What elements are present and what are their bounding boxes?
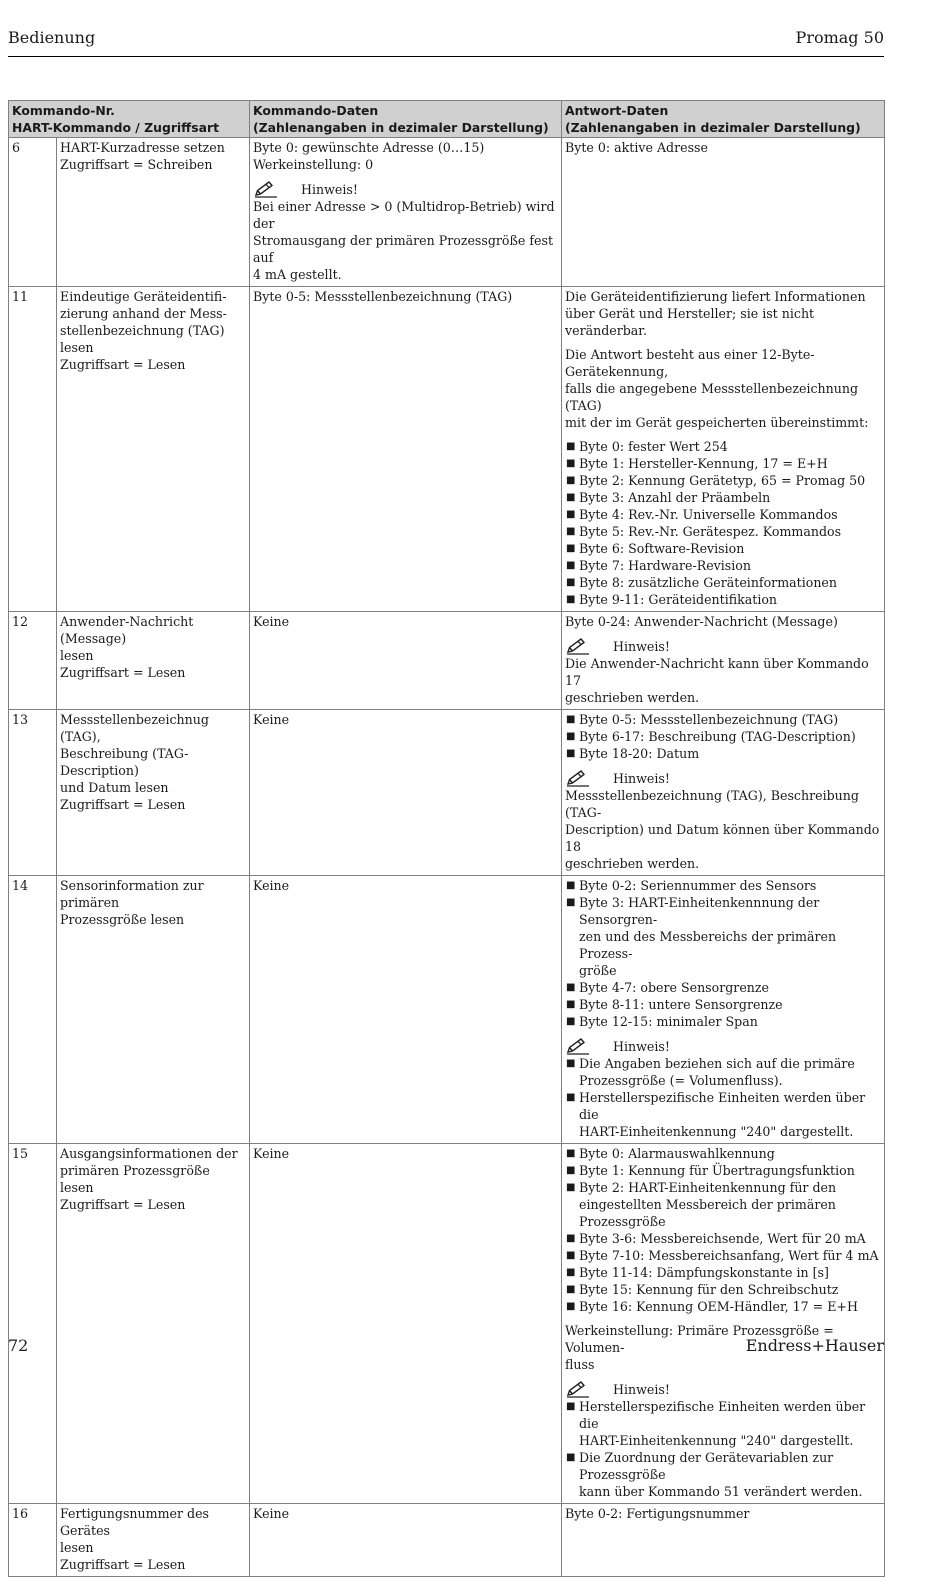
list-item: ■ Byte 0-5: Messstellenbezeichnung (TAG) <box>566 712 839 727</box>
text-line: Zugriffsart = Lesen <box>60 1557 186 1572</box>
text-line: 4 mA gestellt. <box>253 267 342 282</box>
column-header-line: Antwort-Daten <box>565 103 669 118</box>
command-number: 11 <box>9 287 57 612</box>
list-item: ■ Byte 3-6: Messbereichsende, Wert für 20 mA <box>566 1231 866 1246</box>
text-line: Zugriffsart = Schreiben <box>60 157 213 172</box>
pencil-icon <box>565 1380 591 1398</box>
table-row <box>9 710 885 876</box>
command-data: Byte 0-5: Messstellenbezeichnung (TAG) <box>250 287 562 612</box>
column-header-line: HART-Kommando / Zugriffsart <box>12 120 219 135</box>
bullet-icon: ■ <box>566 475 576 486</box>
note-label: Hinweis! <box>613 639 670 654</box>
pencil-icon <box>565 1037 591 1055</box>
list-item: ■ Byte 5: Rev.-Nr. Gerätespez. Kommandos <box>566 524 842 539</box>
list-item: ■ Byte 1: Kennung für Übertragungsfunktion <box>566 1163 855 1178</box>
text-line: Sensorinformation zur primären <box>60 878 204 910</box>
response-data <box>562 287 885 612</box>
text-line: lesen <box>60 1540 94 1555</box>
header-section-title: Bedienung <box>8 28 96 47</box>
bullet-icon: ■ <box>566 509 576 520</box>
text-line: Messstellenbezeichnug (TAG), <box>60 712 209 744</box>
bullet-icon: ■ <box>566 1301 576 1312</box>
list-item: ■ Byte 6-17: Beschreibung (TAG-Description) <box>566 729 856 744</box>
bullet-icon: ■ <box>566 731 576 742</box>
list-item: ■ Byte 2: HART-Einheitenkennung für den eingestellten Messbereich der primären Prozessgröße <box>566 1180 837 1229</box>
table-row <box>9 876 885 1144</box>
bullet-icon: ■ <box>566 526 576 537</box>
list-item: ■ Herstellerspezifische Einheiten werden über die HART-Einheitenkennung "240" dargestellt. <box>566 1399 866 1448</box>
list-item: ■ Byte 15: Kennung für den Schreibschutz <box>566 1282 839 1297</box>
list-item: ■ Byte 7-10: Messbereichsanfang, Wert für 4 mA <box>566 1248 879 1263</box>
bullet-icon: ■ <box>566 1148 576 1159</box>
note-label: Hinweis! <box>613 1382 670 1397</box>
text-line: HART-Kurzadresse setzen <box>60 140 225 155</box>
text-line: Description) und Datum können über Kommando 18 <box>565 822 880 854</box>
list-item: ■ Byte 0-2: Seriennummer des Sensors <box>566 878 817 893</box>
bullet-icon: ■ <box>566 1267 576 1278</box>
list-item: ■ Byte 1: Hersteller-Kennung, 17 = E+H <box>566 456 828 471</box>
pencil-icon <box>565 637 591 655</box>
text-line: geschrieben werden. <box>565 690 700 705</box>
bullet-icon: ■ <box>566 441 576 452</box>
list-item: ■ Die Zuordnung der Gerätevariablen zur Prozessgröße kann über Kommando 51 verändert werden. <box>566 1450 863 1499</box>
list-item: ■ Byte 16: Kennung OEM-Händler, 17 = E+H <box>566 1299 858 1314</box>
text-line: Eindeutige Geräteidentifi- <box>60 289 227 304</box>
text-line: Die Geräteidentifizierung liefert Informationen <box>565 289 866 304</box>
bullet-icon: ■ <box>566 543 576 554</box>
response-data <box>562 612 885 710</box>
column-header-response-data <box>562 101 885 138</box>
text-line: mit der im Gerät gespeicherten übereinstimmt: <box>565 415 869 430</box>
text-line: Messstellenbezeichnung (TAG), Beschreibung (TAG- <box>565 788 859 820</box>
column-header-line: Kommando-Daten <box>253 103 379 118</box>
list-item: ■ Byte 18-20: Datum <box>566 746 700 761</box>
pencil-icon <box>253 180 279 198</box>
header-rule <box>8 56 884 57</box>
bullet-icon: ■ <box>566 492 576 503</box>
bullet-icon: ■ <box>566 897 576 908</box>
table-row <box>9 287 885 612</box>
paragraph <box>565 346 881 431</box>
list-item: ■ Byte 0: Alarmauswahlkennung <box>566 1146 775 1161</box>
text-line: Die Anwender-Nachricht kann über Kommando 17 <box>565 656 869 688</box>
note <box>565 1380 881 1500</box>
list-item: ■ Herstellerspezifische Einheiten werden über die HART-Einheitenkennung "240" dargestellt. <box>566 1090 866 1139</box>
bullet-icon: ■ <box>566 560 576 571</box>
text-line: Beschreibung (TAG-Description) <box>60 746 189 778</box>
text-line: geschrieben werden. <box>565 856 700 871</box>
text-line: Ausgangsinformationen der <box>60 1146 238 1161</box>
text-line: Zugriffsart = Lesen <box>60 665 186 680</box>
command-description <box>57 1504 250 1577</box>
response-data: Byte 0: aktive Adresse <box>562 138 885 287</box>
command-description <box>57 1144 250 1504</box>
note <box>565 637 881 706</box>
text-line: Werkeinstellung: 0 <box>253 157 374 172</box>
response-data <box>562 710 885 876</box>
text-line: Anwender-Nachricht (Message) <box>60 614 194 646</box>
text-line: Bei einer Adresse > 0 (Multidrop-Betrieb) wird der <box>253 199 555 231</box>
command-data: Keine <box>250 876 562 1144</box>
bullet-icon: ■ <box>566 880 576 891</box>
text-line: Byte 0: gewünschte Adresse (0…15) <box>253 140 485 155</box>
list-item: ■ Byte 0: fester Wert 254 <box>566 439 728 454</box>
command-data: Keine <box>250 1144 562 1504</box>
bullet-icon: ■ <box>566 982 576 993</box>
response-data: Byte 0-2: Fertigungsnummer <box>562 1504 885 1577</box>
response-data <box>562 876 885 1144</box>
table-header-row <box>9 101 885 138</box>
list-item: ■ Byte 9-11: Geräteidentifikation <box>566 592 778 607</box>
text-line: Zugriffsart = Lesen <box>60 1197 186 1212</box>
note-label: Hinweis! <box>301 182 358 197</box>
list-item: ■ Byte 8-11: untere Sensorgrenze <box>566 997 783 1012</box>
list-item: ■ Byte 4-7: obere Sensorgrenze <box>566 980 769 995</box>
list-item: ■ Die Angaben beziehen sich auf die primäre Prozessgröße (= Volumenfluss). <box>566 1056 855 1088</box>
text-line: Die Antwort besteht aus einer 12-Byte-Gerätekennung, <box>565 347 815 379</box>
list-item: ■ Byte 12-15: minimaler Span <box>566 1014 758 1029</box>
bullet-list <box>565 711 881 762</box>
column-header-command <box>9 101 250 138</box>
command-description <box>57 710 250 876</box>
command-data: Keine <box>250 1504 562 1577</box>
footer-brand: Endress+Hauser <box>745 1336 884 1355</box>
page-number: 72 <box>8 1336 29 1355</box>
command-number: 15 <box>9 1144 57 1504</box>
text-line: falls die angegebene Messstellenbezeichnung (TAG) <box>565 381 859 413</box>
command-data: Keine <box>250 710 562 876</box>
command-description <box>57 138 250 287</box>
table-row <box>9 1144 885 1504</box>
bullet-icon: ■ <box>566 1165 576 1176</box>
command-number: 6 <box>9 138 57 287</box>
bullet-icon: ■ <box>566 594 576 605</box>
list-item: ■ Byte 2: Kennung Gerätetyp, 65 = Promag 50 <box>566 473 866 488</box>
hart-command-table <box>8 100 885 1577</box>
bullet-icon: ■ <box>566 1182 576 1193</box>
text-line: Werkeinstellung: Primäre Prozessgröße = Volumen- <box>565 1323 834 1355</box>
paragraph <box>565 288 881 339</box>
text-line: stellenbezeichnung (TAG) lesen <box>60 323 225 355</box>
bullet-icon: ■ <box>566 1092 576 1103</box>
table-row <box>9 1504 885 1577</box>
bullet-icon: ■ <box>566 1233 576 1244</box>
response-data <box>562 1144 885 1504</box>
command-data <box>250 138 562 287</box>
list-item: ■ Byte 4: Rev.-Nr. Universelle Kommandos <box>566 507 838 522</box>
text-line: über Gerät und Hersteller; sie ist nicht veränderbar. <box>565 306 815 338</box>
text-line: Stromausgang der primären Prozessgröße fest auf <box>253 233 554 265</box>
bullet-list <box>565 1055 881 1140</box>
text-line: fluss <box>565 1357 595 1372</box>
bullet-list <box>565 877 881 1030</box>
bullet-list <box>565 1145 881 1315</box>
bullet-icon: ■ <box>566 1250 576 1261</box>
list-item: ■ Byte 7: Hardware-Revision <box>566 558 751 573</box>
note-label: Hinweis! <box>613 1039 670 1054</box>
note <box>565 769 881 872</box>
text-line: primären Prozessgröße lesen <box>60 1163 210 1195</box>
bullet-icon: ■ <box>566 999 576 1010</box>
bullet-list <box>565 438 881 608</box>
bullet-list <box>565 1398 881 1500</box>
command-description <box>57 876 250 1144</box>
command-number: 16 <box>9 1504 57 1577</box>
bullet-icon: ■ <box>566 1058 576 1069</box>
bullet-icon: ■ <box>566 1016 576 1027</box>
text-line: Fertigungsnummer des Gerätes <box>60 1506 209 1538</box>
column-header-line: (Zahlenangaben in dezimaler Darstellung) <box>565 120 861 135</box>
bullet-icon: ■ <box>566 458 576 469</box>
note <box>253 180 558 283</box>
list-item: ■ Byte 3: HART-Einheitenkennnung der Sensorgren- zen und des Messbereichs der primären Prozess- größe <box>566 895 837 978</box>
bullet-icon: ■ <box>566 1452 576 1463</box>
text-line: lesen <box>60 648 94 663</box>
text-line: Byte 0-24: Anwender-Nachricht (Message) <box>565 614 838 629</box>
pencil-icon <box>565 769 591 787</box>
bullet-icon: ■ <box>566 1401 576 1412</box>
column-header-command-data <box>250 101 562 138</box>
table-row <box>9 612 885 710</box>
bullet-icon: ■ <box>566 748 576 759</box>
command-data: Keine <box>250 612 562 710</box>
text-line: zierung anhand der Mess- <box>60 306 227 321</box>
bullet-icon: ■ <box>566 1284 576 1295</box>
list-item: ■ Byte 3: Anzahl der Präambeln <box>566 490 771 505</box>
text-line: Zugriffsart = Lesen <box>60 357 186 372</box>
command-number: 14 <box>9 876 57 1144</box>
command-description <box>57 287 250 612</box>
note-label: Hinweis! <box>613 771 670 786</box>
bullet-icon: ■ <box>566 577 576 588</box>
text-line: Prozessgröße lesen <box>60 912 185 927</box>
header-product-name: Promag 50 <box>795 28 884 47</box>
list-item: ■ Byte 6: Software-Revision <box>566 541 745 556</box>
text-line: Zugriffsart = Lesen <box>60 797 186 812</box>
command-number: 12 <box>9 612 57 710</box>
command-description <box>57 612 250 710</box>
note <box>565 1037 881 1140</box>
list-item: ■ Byte 8: zusätzliche Geräteinformationen <box>566 575 837 590</box>
command-number: 13 <box>9 710 57 876</box>
bullet-icon: ■ <box>566 714 576 725</box>
column-header-line: Kommando-Nr. <box>12 103 115 118</box>
list-item: ■ Byte 11-14: Dämpfungskonstante in [s] <box>566 1265 829 1280</box>
table-row <box>9 138 885 287</box>
column-header-line: (Zahlenangaben in dezimaler Darstellung) <box>253 120 549 135</box>
text-line: und Datum lesen <box>60 780 169 795</box>
